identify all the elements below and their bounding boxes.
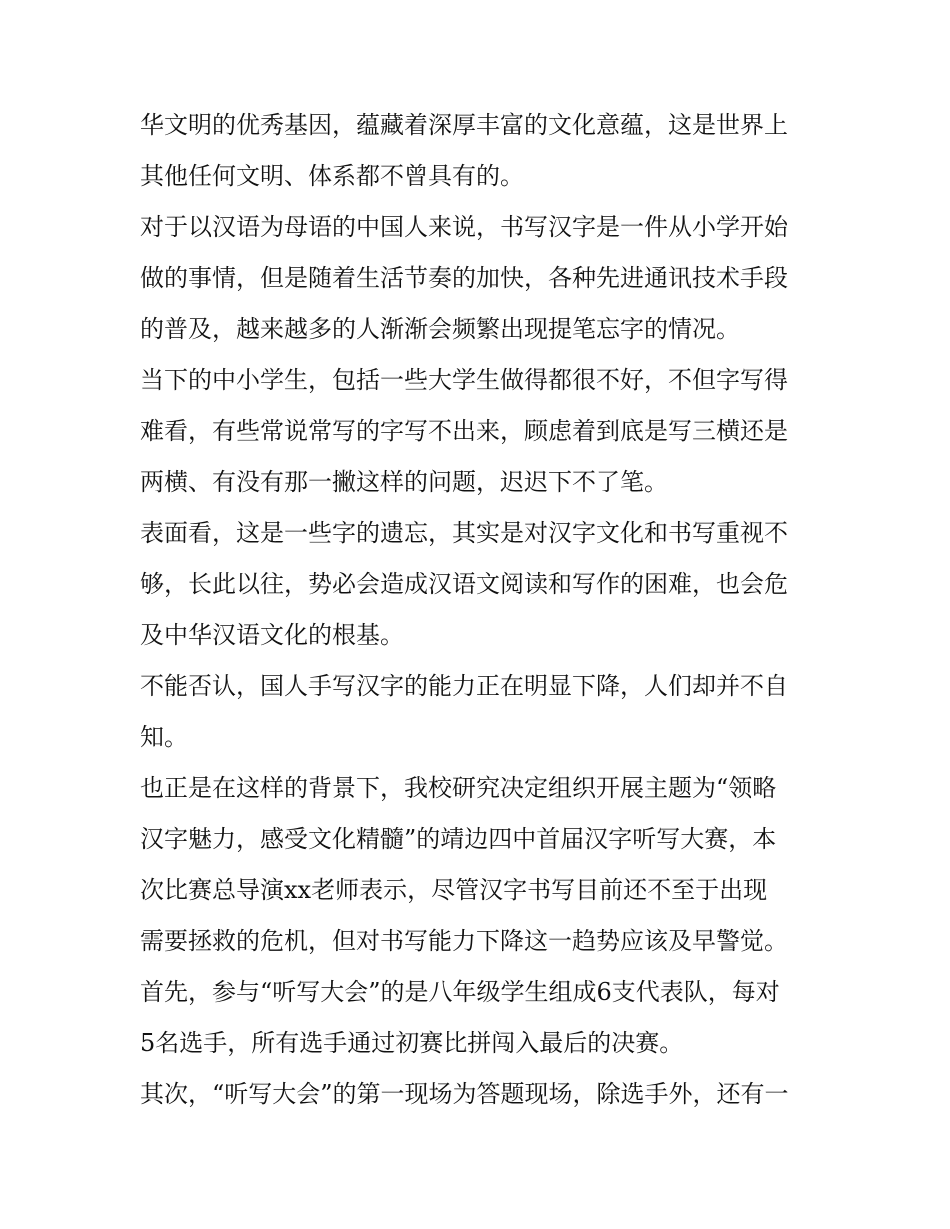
text-line: 两横、有没有那一撇这样的问题，迟迟下不了笔。 — [140, 468, 668, 496]
text-line: 次比赛总导演xx老师表示，尽管汉字书写目前还不至于出现 — [140, 876, 768, 904]
text-line: 对于以汉语为母语的中国人来说，书写汉字是一件从小学开始 — [140, 213, 788, 241]
text-line: 汉字魅力，感受文化精髓”的靖边四中首届汉字听写大赛，本 — [140, 825, 777, 853]
text-line: 需要拯救的危机，但对书写能力下降这一趋势应该及早警觉。 — [140, 927, 788, 955]
document-body — [140, 100, 815, 1120]
text-line: 也正是在这样的背景下，我校研究决定组织开展主题为“领略 — [140, 774, 777, 802]
text-line: 其他任何文明、体系都不曾具有的。 — [140, 162, 524, 190]
text-line: 表面看，这是一些字的遗忘，其实是对汉字文化和书写重视不 — [140, 519, 788, 547]
text-line: 难看，有些常说常写的字写不出来，顾虑着到底是写三横还是 — [140, 417, 788, 445]
text-line: 不能否认，国人手写汉字的能力正在明显下降，人们却并不自 — [140, 672, 788, 700]
text-line: 做的事情，但是随着生活节奏的加快，各种先进通讯技术手段 — [140, 264, 788, 292]
text-line: 的普及，越来越多的人渐渐会频繁出现提笔忘字的情况。 — [140, 315, 740, 343]
text-line: 够，长此以往，势必会造成汉语文阅读和写作的困难，也会危 — [140, 570, 788, 598]
text-line: 知。 — [140, 723, 188, 751]
text-line: 当下的中小学生，包括一些大学生做得都很不好，不但字写得 — [140, 366, 788, 394]
text-line: 及中华汉语文化的根基。 — [140, 621, 404, 649]
text-line: 5名选手，所有选手通过初赛比拼闯入最后的决赛。 — [140, 1029, 684, 1057]
text-line: 华文明的优秀基因，蕴藏着深厚丰富的文化意蕴，这是世界上 — [140, 111, 788, 139]
text-line: 首先，参与“听写大会”的是八年级学生组成6支代表队，每对 — [140, 978, 780, 1006]
text-line: 其次，“听写大会”的第一现场为答题现场，除选手外，还有一 — [140, 1080, 789, 1108]
